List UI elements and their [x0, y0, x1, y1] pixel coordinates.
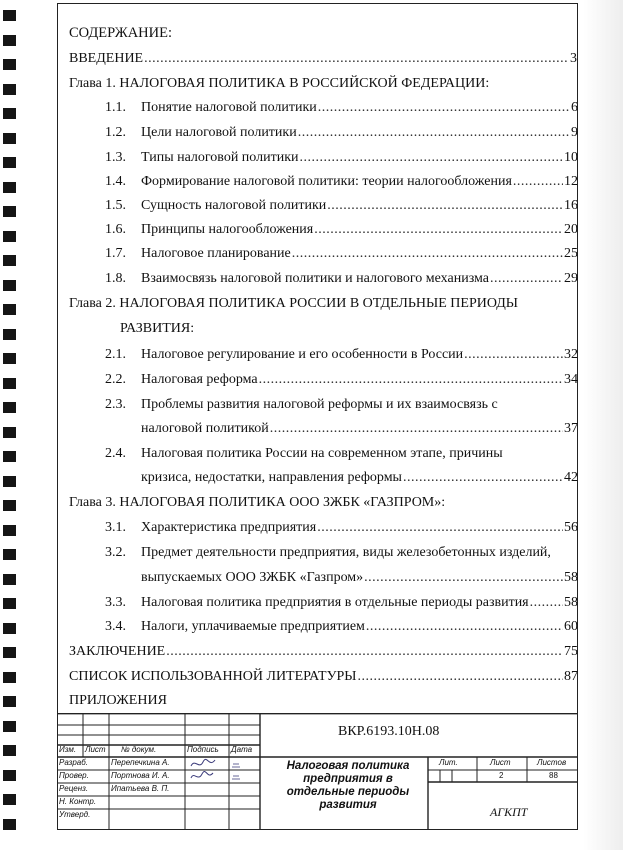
- leader-dots: [513, 173, 563, 191]
- toc-item-line1[interactable]: [105, 445, 578, 463]
- item-title-cont: налоговой политикой: [141, 421, 269, 436]
- item-title: Цели налоговой политики: [141, 125, 297, 140]
- item-number: 2.4.: [105, 446, 126, 461]
- toc-item[interactable]: [105, 99, 578, 117]
- role-norm-control: Н. Контр.: [59, 797, 97, 806]
- item-number: 2.3.: [105, 397, 126, 412]
- item-title-cont: кризиса, недостатки, направления реформы: [141, 470, 402, 485]
- sheet-value: 2: [499, 771, 504, 780]
- toc-conclusion[interactable]: [69, 643, 578, 661]
- toc-item[interactable]: [105, 221, 578, 239]
- binding-hole: [3, 794, 16, 805]
- role-developer: Разраб.: [59, 758, 88, 767]
- leader-dots: [166, 643, 563, 661]
- leader-dots: [292, 245, 563, 263]
- toc-item[interactable]: [105, 594, 578, 612]
- document-title: Налоговая политика предприятия в отдельные периоды развития: [286, 760, 410, 811]
- item-number: 1.4.: [105, 174, 126, 189]
- toc-item[interactable]: [105, 618, 578, 636]
- toc-literature[interactable]: [69, 668, 578, 686]
- toc-item[interactable]: [105, 173, 578, 191]
- chapter1-title: Глава 1. НАЛОГОВАЯ ПОЛИТИКА В РОССИЙСКОЙ ФЕДЕРАЦИИ:: [69, 76, 490, 91]
- item-title: Налоговое планирование: [141, 246, 291, 261]
- leader-dots: [270, 420, 563, 438]
- item-title: Проблемы развития налоговой реформы и их взаимосвязь с: [141, 397, 498, 412]
- item-title: Принципы налогообложения: [141, 222, 314, 237]
- toc-intro-page: 3: [570, 51, 577, 66]
- leader-dots: [259, 371, 563, 389]
- item-page: 56: [564, 520, 578, 535]
- binding-hole: [3, 721, 16, 732]
- item-title: Взаимосвязь налоговой политики и налогового механизма: [141, 271, 490, 286]
- item-title: Характеристика предприятия: [141, 520, 317, 535]
- item-page: 10: [564, 150, 578, 165]
- item-number: 1.6.: [105, 222, 126, 237]
- header-izm: Изм.: [59, 745, 77, 754]
- lit-label: Лит.: [439, 758, 458, 767]
- sheet-label: Лист: [490, 758, 511, 767]
- toc-item[interactable]: [105, 149, 578, 167]
- role-reviewer: Реценз.: [59, 784, 89, 793]
- item-number: 2.2.: [105, 372, 126, 387]
- leader-dots: [464, 346, 563, 364]
- leader-dots: [300, 149, 564, 167]
- handwritten-signatures: [185, 756, 245, 786]
- toc-item[interactable]: [105, 197, 578, 215]
- item-number: 1.1.: [105, 100, 126, 115]
- item-page: 29: [564, 271, 578, 286]
- header-signature: Подпись: [187, 745, 219, 754]
- binding-hole: [3, 745, 16, 756]
- item-page: 34: [564, 372, 578, 387]
- item-title: Налоговая реформа: [141, 372, 258, 387]
- toc-item-line1[interactable]: [105, 396, 578, 414]
- item-title: Налоговая политика предприятия в отдельные периоды развития: [141, 595, 529, 610]
- binding-hole: [3, 819, 16, 830]
- leader-dots: [530, 594, 563, 612]
- toc-item-line1[interactable]: [105, 544, 578, 562]
- organization: АГКПТ: [490, 805, 528, 819]
- sheets-value: 88: [549, 771, 558, 780]
- leader-dots: [327, 197, 563, 215]
- item-page: 20: [564, 222, 578, 237]
- leader-dots: [314, 221, 563, 239]
- item-page: 37: [564, 421, 578, 436]
- toc-item[interactable]: [105, 270, 578, 288]
- toc-heading: СОДЕРЖАНИЕ:: [69, 25, 173, 41]
- toc-intro-title: ВВЕДЕНИЕ: [69, 51, 144, 66]
- document-code: ВКР.6193.10Н.08: [338, 724, 440, 739]
- leader-dots: [403, 469, 563, 487]
- item-number: 1.8.: [105, 271, 126, 286]
- item-title: Понятие налоговой политики: [141, 100, 317, 115]
- chapter3-title: Глава 3. НАЛОГОВАЯ ПОЛИТИКА ООО ЗЖБК «ГАЗПРОМ»:: [69, 495, 446, 510]
- role-checker: Провер.: [59, 771, 89, 780]
- leader-dots: [366, 618, 563, 636]
- toc-intro[interactable]: [69, 50, 577, 68]
- item-page: 58: [564, 570, 578, 585]
- leader-dots: [298, 124, 570, 142]
- item-page: 58: [564, 595, 578, 610]
- item-number: 3.4.: [105, 619, 126, 634]
- item-number: 1.5.: [105, 198, 126, 213]
- item-page: 42: [564, 470, 578, 485]
- item-number: 1.2.: [105, 125, 126, 140]
- item-page: 6: [571, 100, 578, 115]
- toc-item-line2[interactable]: [141, 569, 578, 587]
- literature-title: СПИСОК ИСПОЛЬЗОВАННОЙ ЛИТЕРАТУРЫ: [69, 669, 357, 684]
- item-title: Сущность налоговой политики: [141, 198, 327, 213]
- leader-dots: [364, 569, 563, 587]
- item-title-cont: выпускаемых ООО ЗЖБК «Газпром»: [141, 570, 364, 585]
- leader-dots: [490, 270, 563, 288]
- item-number: 3.3.: [105, 595, 126, 610]
- name-checker: Портнова И. А.: [111, 771, 170, 780]
- leader-dots: [358, 668, 564, 686]
- sheets-label: Листов: [537, 758, 567, 767]
- item-title: Формирование налоговой политики: теории налогообложения: [141, 174, 512, 189]
- item-title: Налоги, уплачиваемые предприятием: [141, 619, 365, 634]
- header-list: Лист: [85, 745, 106, 754]
- header-date: Дата: [231, 745, 253, 754]
- item-title: Налоговое регулирование и его особенности в России: [141, 347, 464, 362]
- item-title: Налоговая политика России на современном этапе, причины: [141, 446, 503, 461]
- conclusion-title: ЗАКЛЮЧЕНИЕ: [69, 644, 166, 659]
- conclusion-page: 75: [564, 644, 578, 659]
- toc-item-line2[interactable]: [141, 420, 578, 438]
- item-number: 1.3.: [105, 150, 126, 165]
- toc-item[interactable]: [105, 371, 578, 389]
- item-number: 1.7.: [105, 246, 126, 261]
- item-page: 12: [564, 174, 578, 189]
- item-page: 60: [564, 619, 578, 634]
- header-doc-number: № докум.: [121, 745, 157, 754]
- name-reviewer: Ипатьева В. П.: [111, 784, 170, 793]
- leader-dots: [317, 519, 563, 537]
- item-title: Типы налоговой политики: [141, 150, 299, 165]
- leader-dots: [144, 50, 569, 68]
- chapter2-title: Глава 2. НАЛОГОВАЯ ПОЛИТИКА РОССИИ В ОТДЕЛЬНЫЕ ПЕРИОДЫ: [69, 296, 519, 311]
- name-developer: Перепечкина А.: [111, 758, 170, 767]
- literature-page: 87: [564, 669, 578, 684]
- leader-dots: [318, 99, 570, 117]
- item-page: 9: [571, 125, 578, 140]
- toc-item[interactable]: [105, 245, 578, 263]
- toc-appendix[interactable]: ПРИЛОЖЕНИЯ: [69, 693, 167, 708]
- toc-item[interactable]: [105, 346, 578, 364]
- item-page: 32: [564, 347, 578, 362]
- toc-item[interactable]: [105, 124, 578, 142]
- toc-item[interactable]: [105, 519, 578, 537]
- item-page: 25: [564, 246, 578, 261]
- binding-hole: [3, 770, 16, 781]
- role-approved: Утверд.: [59, 810, 91, 819]
- item-page: 16: [564, 198, 578, 213]
- item-number: 2.1.: [105, 347, 126, 362]
- item-number: 3.1.: [105, 520, 126, 535]
- toc-item-line2[interactable]: [141, 469, 578, 487]
- item-title: Предмет деятельности предприятия, виды железобетонных изделий,: [141, 545, 551, 560]
- chapter2-title-cont: РАЗВИТИЯ:: [120, 321, 195, 336]
- item-number: 3.2.: [105, 545, 126, 560]
